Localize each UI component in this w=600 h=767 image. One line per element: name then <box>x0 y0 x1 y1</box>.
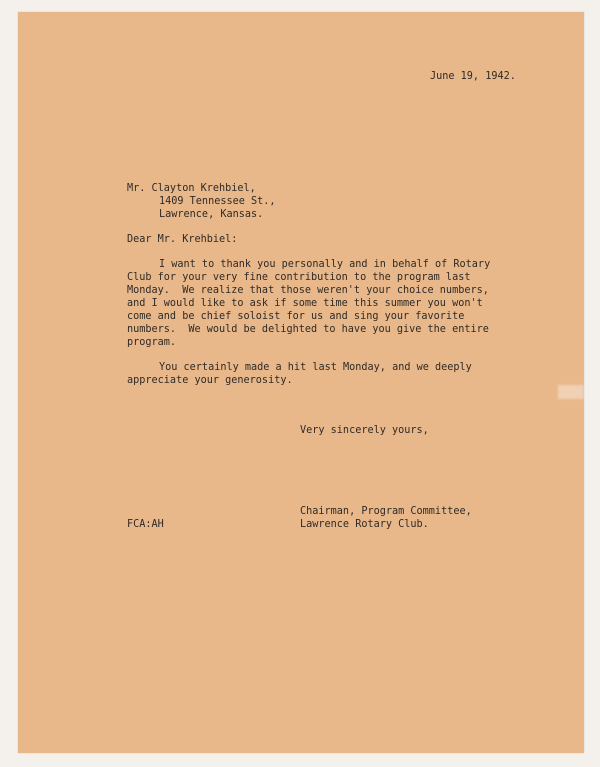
body-paragraph-1-line: and I would like to ask if some time this summer you won't <box>127 298 483 309</box>
letter-date: June 19, 1942. <box>430 71 516 82</box>
body-paragraph-2-line: You certainly made a hit last Monday, and we deeply <box>159 362 472 373</box>
salutation: Dear Mr. Krehbiel: <box>127 234 238 245</box>
recipient-city: Lawrence, Kansas. <box>159 209 264 220</box>
recipient-name: Mr. Clayton Krehbiel, <box>127 183 256 194</box>
body-paragraph-1-line: come and be chief soloist for us and sing your favorite <box>127 311 465 322</box>
letter-page <box>18 12 584 753</box>
recipient-street: 1409 Tennessee St., <box>159 196 276 207</box>
signature-title-line: Lawrence Rotary Club. <box>300 519 429 530</box>
closing: Very sincerely yours, <box>300 425 429 436</box>
body-paragraph-1-line: Club for your very fine contribution to the program last <box>127 272 471 283</box>
body-paragraph-1-line: program. <box>127 337 177 348</box>
typist-initials: FCA:AH <box>127 519 164 530</box>
signature-title-line: Chairman, Program Committee, <box>300 506 472 517</box>
body-paragraph-2-line: appreciate your generosity. <box>127 375 293 386</box>
scan-smudge <box>558 385 584 399</box>
body-paragraph-1-line: I want to thank you personally and in behalf of Rotary <box>159 259 491 270</box>
body-paragraph-1-line: Monday. We realize that those weren't your choice numbers, <box>127 285 489 296</box>
body-paragraph-1-line: numbers. We would be delighted to have you give the entire <box>127 324 489 335</box>
